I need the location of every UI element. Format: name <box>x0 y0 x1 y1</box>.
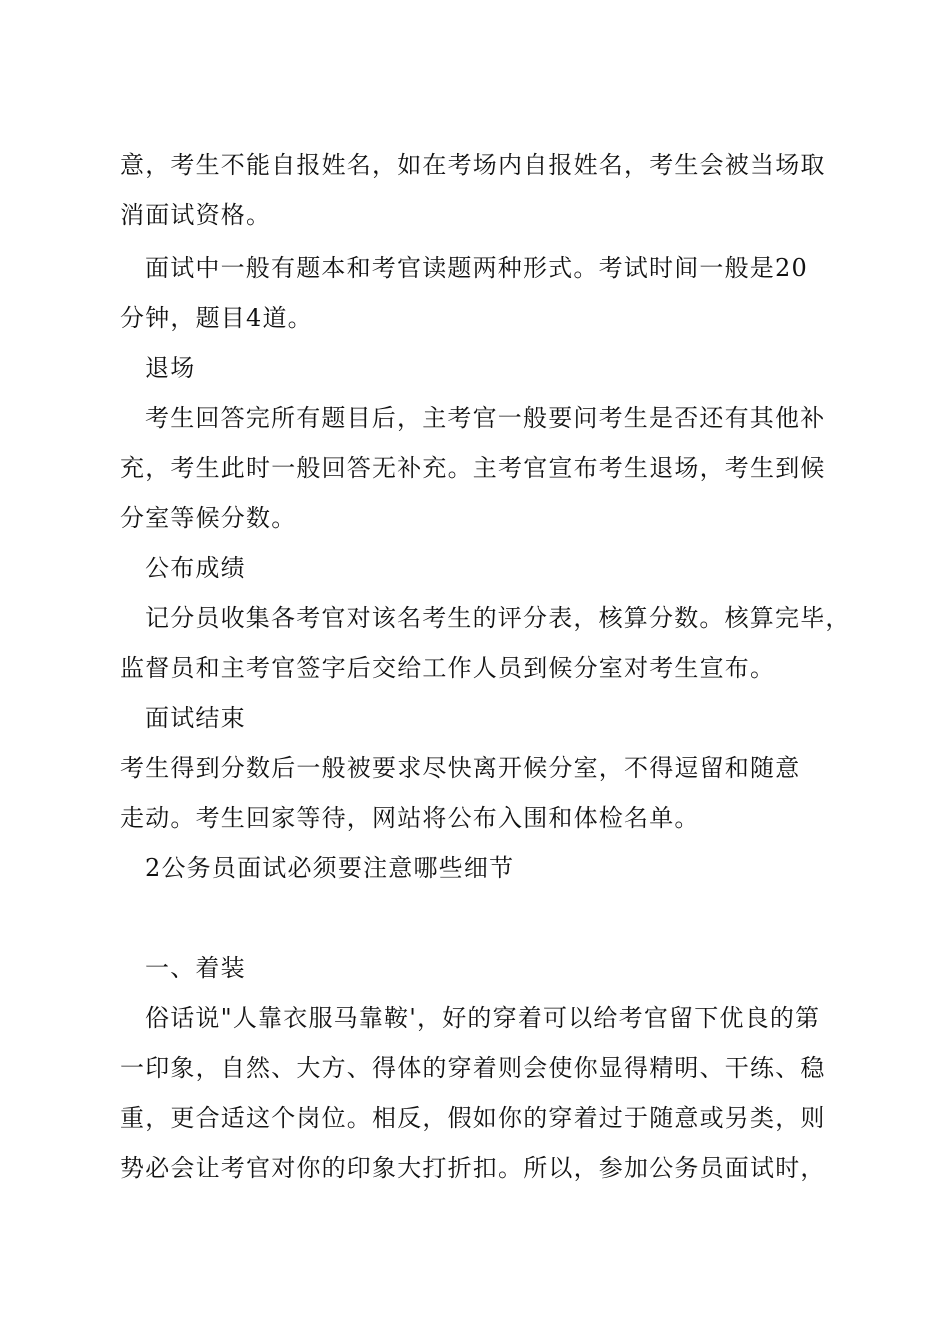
text-line: 意，考生不能自报姓名，如在考场内自报姓名，考生会被当场取 <box>120 151 826 179</box>
text-line: 面试中一般有题本和考官读题两种形式。考试时间一般是20 <box>145 254 808 282</box>
section-heading: 面试结束 <box>145 704 246 732</box>
text-line: 分钟，题目4道。 <box>120 304 313 332</box>
text-line: 分室等候分数。 <box>120 504 297 532</box>
section-heading: 2公务员面试必须要注意哪些细节 <box>145 854 515 882</box>
text-line: 监督员和主考官签字后交给工作人员到候分室对考生宣布。 <box>120 654 776 682</box>
text-line: 俗话说"人靠衣服马靠鞍'，好的穿着可以给考官留下优良的第 <box>145 1004 821 1032</box>
text-line: 消面试资格。 <box>120 201 272 229</box>
section-heading: 退场 <box>145 354 196 382</box>
text-line: 一印象，自然、大方、得体的穿着则会使你显得精明、干练、稳 <box>120 1054 826 1082</box>
text-line: 记分员收集各考官对该名考生的评分表，核算分数。核算完毕， <box>145 604 851 632</box>
section-heading: 公布成绩 <box>145 554 246 582</box>
text-line: 充，考生此时一般回答无补充。主考官宣布考生退场，考生到候 <box>120 454 826 482</box>
text-line: 势必会让考官对你的印象大打折扣。所以，参加公务员面试时， <box>120 1154 826 1182</box>
text-line: 走动。考生回家等待，网站将公布入围和体检名单。 <box>120 804 700 832</box>
text-line: 考生回答完所有题目后，主考官一般要问考生是否还有其他补 <box>145 404 826 432</box>
text-line: 重，更合适这个岗位。相反，假如你的穿着过于随意或另类，则 <box>120 1104 826 1132</box>
text-line: 考生得到分数后一般被要求尽快离开候分室，不得逗留和随意 <box>120 754 801 782</box>
section-heading: 一、着装 <box>145 954 246 982</box>
